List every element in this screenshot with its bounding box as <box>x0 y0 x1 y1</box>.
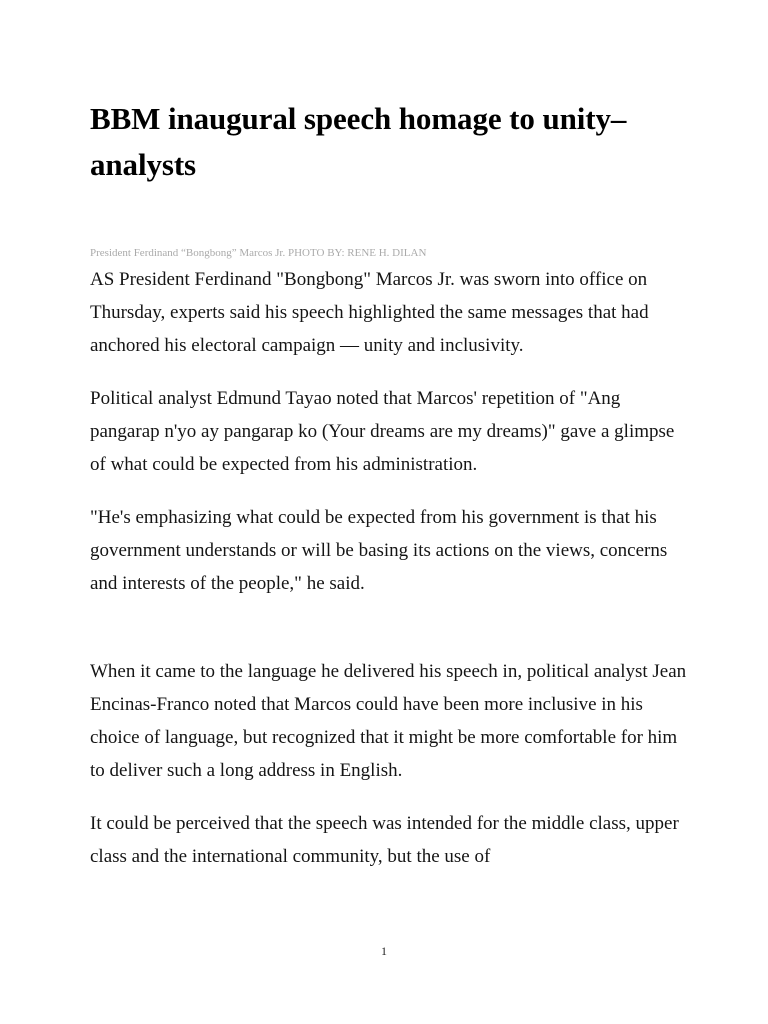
paragraph-3: "He's emphasizing what could be expected from his government is that his government understands or will be basing its actions on the views, concerns and interests of the people," he said. <box>90 507 668 594</box>
paragraph-1: AS President Ferdinand "Bongbong" Marcos Jr. was sworn into office on Thursday, experts said his speech highlighted the same messages that had anchored his electoral campaign — unity and inclusivity. <box>90 269 649 356</box>
paragraph-5: It could be perceived that the speech was intended for the middle class, upper class and the international community, but the use of <box>90 813 679 867</box>
page-number: 1 <box>381 944 387 958</box>
article-title: BBM inaugural speech homage to unity– analysts <box>90 101 627 182</box>
paragraph-2: Political analyst Edmund Tayao noted that Marcos' repetition of "Ang pangarap n'yo ay pangarap ko (Your dreams are my dreams)" gave a glimpse of what could be expected from his administration. <box>90 388 675 475</box>
article <box>90 96 690 873</box>
photo-caption: President Ferdinand “Bongbong” Marcos Jr. PHOTO BY: RENE H. DILAN <box>90 247 427 259</box>
paragraph-4: When it came to the language he delivered his speech in, political analyst Jean Encinas-Franco noted that Marcos could have been more inclusive in his choice of language, but recognized that it might be more comfortable for him to deliver such a long address in English. <box>90 661 687 781</box>
